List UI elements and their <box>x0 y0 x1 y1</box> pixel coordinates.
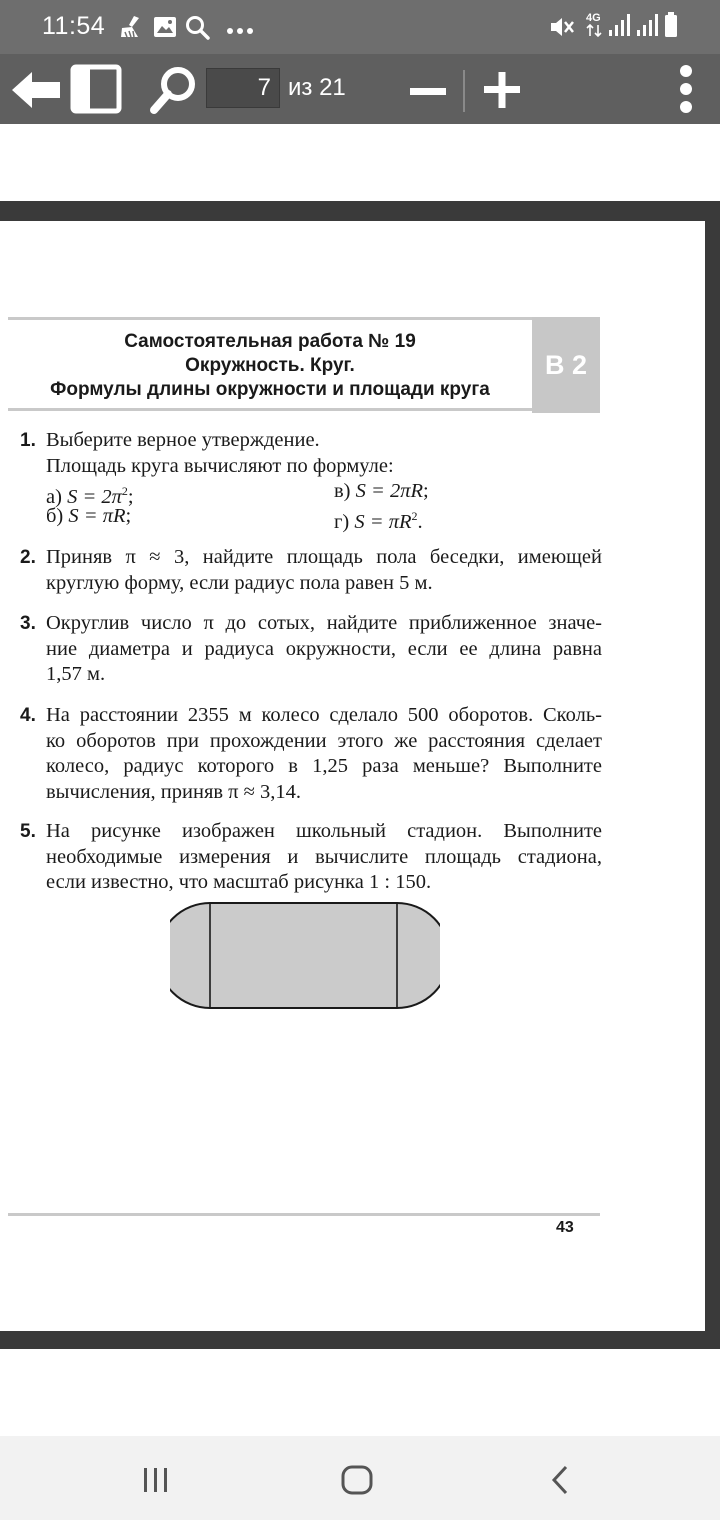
stadium-figure <box>170 900 440 1012</box>
more-dots-icon <box>226 22 254 40</box>
task-1 <box>20 428 602 533</box>
back-icon[interactable] <box>548 1464 572 1501</box>
page-number: 43 <box>556 1219 574 1236</box>
task-text-line: 1,57 м. <box>46 663 106 685</box>
task-text-line: ко оборотов при прохождении этого же расстояния сделает <box>46 729 602 752</box>
task-2 <box>20 545 602 596</box>
status-bar <box>0 0 720 54</box>
worksheet-header <box>8 317 532 411</box>
network-4g-label: 4G <box>586 12 601 24</box>
network-4g-icon <box>584 10 606 45</box>
zoom-in-icon[interactable] <box>482 70 522 115</box>
zoom-out-icon[interactable] <box>408 84 448 102</box>
signal-icon <box>636 12 660 43</box>
worksheet-subtitle: Формулы длины окружности и площади круга <box>50 379 490 400</box>
toolbar-divider <box>462 70 466 117</box>
system-nav-bar <box>0 1436 720 1520</box>
recent-apps-icon[interactable] <box>140 1466 172 1499</box>
battery-icon <box>664 12 678 43</box>
task-number: 1. <box>20 430 36 451</box>
page-gap <box>0 201 720 221</box>
reader-toolbar <box>0 54 720 124</box>
option-d: г) $S = \pi R^2$. <box>334 509 423 533</box>
task-4 <box>20 703 602 805</box>
task-text-line: Округлив число π до сотых, найдите приближенное значе- <box>46 612 602 634</box>
task-text-line: если известно, что масштаб рисунка 1 : 150. <box>46 871 432 893</box>
worksheet-topic: Окружность. Круг. <box>185 355 355 376</box>
worksheet-title: Самостоятельная работа № 19 <box>124 331 416 352</box>
variant-badge: В 2 <box>532 317 600 413</box>
task-number: 5. <box>20 821 36 842</box>
task-number: 4. <box>20 705 36 726</box>
page-edge <box>705 221 720 1331</box>
task-text-line: На расстоянии 2355 м колесо сделало 500 оборотов. Сколь- <box>46 704 602 726</box>
task-text-line: необходимые измерения и вычислите площадь стадиона, <box>46 845 602 868</box>
page-number-input[interactable]: 7 <box>206 68 280 108</box>
back-arrow-icon[interactable] <box>8 68 64 117</box>
task-text-line: Приняв π ≈ 3, найдите площадь пола беседки, имеющей <box>46 546 602 568</box>
option-c: в) S = 2πR; <box>334 480 429 502</box>
task-text-line: Выберите верное утверждение. <box>46 429 320 451</box>
page-total-label: из 21 <box>288 74 346 101</box>
task-text-line: Площадь круга вычисляют по формуле: <box>46 454 394 477</box>
task-number: 3. <box>20 613 36 634</box>
option-b: б) S = πR; <box>46 505 132 527</box>
footer-rule <box>8 1213 600 1216</box>
task-text-line: круглую форму, если радиус пола равен 5 м. <box>46 571 433 594</box>
task-text-line: На рисунке изображен школьный стадион. Выполните <box>46 820 602 842</box>
broom-icon <box>118 14 144 45</box>
task-text-line: колесо, радиус которого в 1,25 раза меньше? Выполните <box>46 755 602 777</box>
task-number: 2. <box>20 547 36 568</box>
search-icon <box>184 14 212 47</box>
image-icon <box>152 14 178 45</box>
status-time: 11:54 <box>42 12 106 40</box>
sidebar-panel-icon[interactable] <box>70 64 122 119</box>
mute-icon <box>548 14 576 45</box>
task-5 <box>20 819 602 896</box>
task-text-line: ние диаметра и радиуса окружности, если ее длина равна <box>46 637 602 660</box>
answer-options <box>46 479 602 533</box>
option-a: а) $S = 2\pi^2$; <box>46 484 134 508</box>
task-3 <box>20 611 602 688</box>
task-text-line: вычисления, приняв π ≈ 3,14. <box>46 780 302 803</box>
home-icon[interactable] <box>340 1464 376 1501</box>
signal-icon <box>608 12 632 43</box>
search-icon[interactable] <box>148 64 200 121</box>
page-gap <box>0 1331 720 1349</box>
overflow-menu-icon[interactable] <box>676 64 696 119</box>
